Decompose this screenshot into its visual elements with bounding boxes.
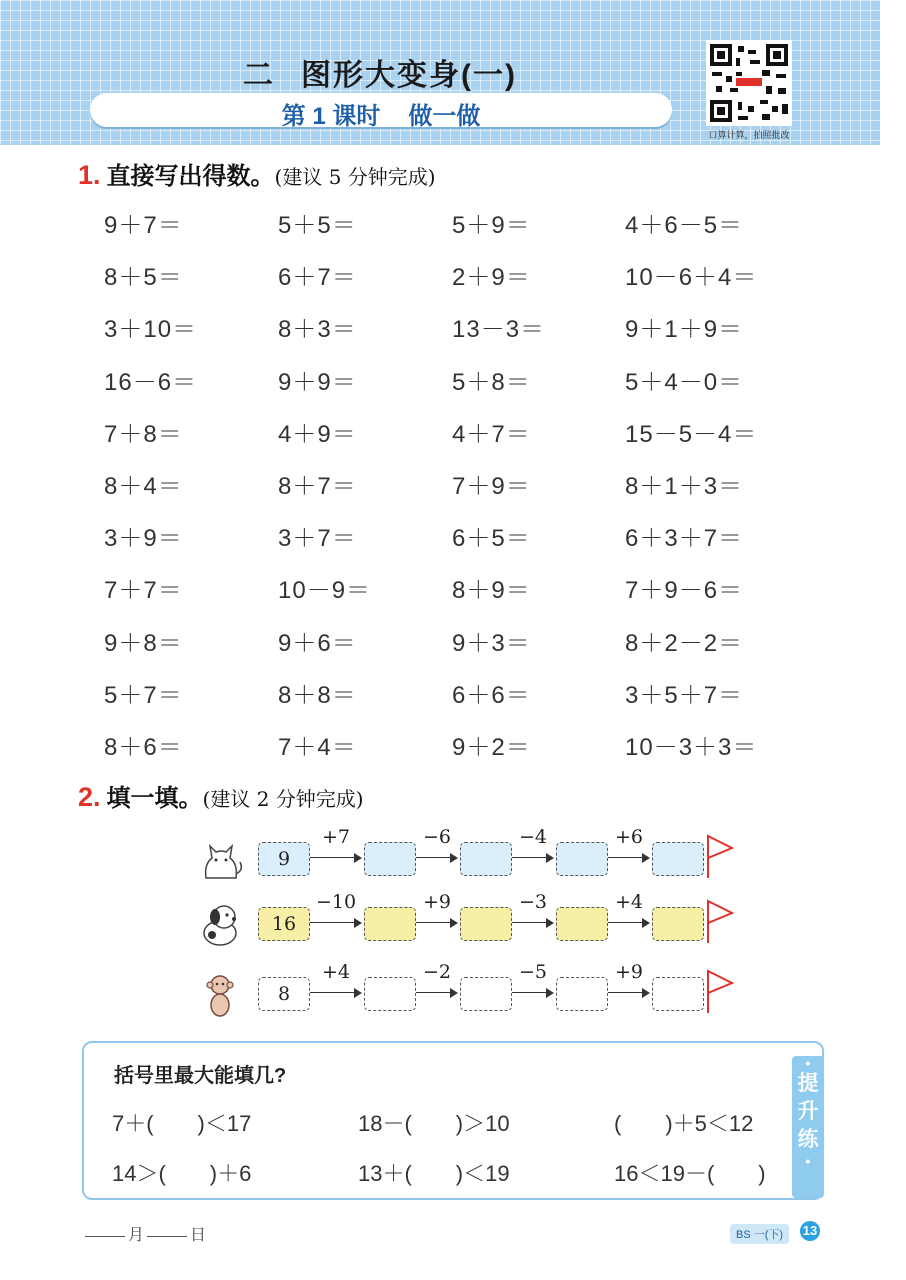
finish-flag-icon xyxy=(704,832,734,882)
unit-title xyxy=(0,50,760,94)
problem: 8＋6＝ xyxy=(104,734,183,761)
answer-box[interactable] xyxy=(556,977,608,1011)
problem: 4＋9＝ xyxy=(278,421,357,448)
problem: 3＋10＝ xyxy=(104,316,198,343)
qr-caption: 口算计算，拍照批改 xyxy=(708,130,790,140)
section1-hint: (建议 5 分钟完成) xyxy=(274,165,436,189)
problem: 8＋4＝ xyxy=(104,473,183,500)
answer-box[interactable] xyxy=(364,842,416,876)
problem: 10－6＋4＝ xyxy=(625,264,758,291)
tab-char-1: 提 xyxy=(797,1072,819,1095)
finish-flag-icon xyxy=(704,897,734,947)
problem: 9＋3＝ xyxy=(452,630,531,657)
inequality-item: 18－( )＞10 xyxy=(358,1111,510,1136)
unit-number: 二 xyxy=(243,59,275,92)
problem: 8＋9＝ xyxy=(452,577,531,604)
inequality-item: 14＞( )＋6 xyxy=(112,1161,252,1186)
problem: 7＋9＝ xyxy=(452,473,531,500)
section2-number: 2. xyxy=(78,782,101,812)
tab-char-3: 练 xyxy=(797,1128,819,1151)
problem: 6＋7＝ xyxy=(278,264,357,291)
section1-number: 1. xyxy=(78,160,101,190)
start-value-box: 16 xyxy=(258,907,310,941)
arrow-icon xyxy=(416,917,458,929)
operation-label: −3 xyxy=(518,891,547,913)
answer-box[interactable] xyxy=(460,907,512,941)
day-label: 日 xyxy=(190,1227,207,1244)
problem: 9＋7＝ xyxy=(104,212,183,239)
arrow-icon xyxy=(310,852,362,864)
problem: 9＋2＝ xyxy=(452,734,531,761)
problem: 10－9＝ xyxy=(278,577,372,604)
tab-char-2: 升 xyxy=(797,1100,819,1123)
start-value-box: 9 xyxy=(258,842,310,876)
problem: 3＋9＝ xyxy=(104,525,183,552)
arrow-icon xyxy=(310,917,362,929)
problem: 3＋5＋7＝ xyxy=(625,682,744,709)
operation-label: +6 xyxy=(614,826,643,848)
inequality-item: 16＜19－( ) xyxy=(614,1161,766,1186)
section2-hint: (建议 2 分钟完成) xyxy=(202,787,364,811)
problem: 4＋6－5＝ xyxy=(625,212,744,239)
problem: 3＋7＝ xyxy=(278,525,357,552)
book-code: BS 一(下) xyxy=(730,1224,789,1244)
section2-heading: 填一填。 xyxy=(106,785,203,812)
problem: 4＋7＝ xyxy=(452,421,531,448)
operation-label: +9 xyxy=(614,961,643,983)
arrow-icon xyxy=(608,987,650,999)
problem: 15－5－4＝ xyxy=(625,421,758,448)
problem: 2＋9＝ xyxy=(452,264,531,291)
problem: 6＋6＝ xyxy=(452,682,531,709)
page-number: 13 xyxy=(800,1221,820,1241)
problem: 8＋1＋3＝ xyxy=(625,473,744,500)
problem: 5＋8＝ xyxy=(452,369,531,396)
arrow-icon xyxy=(512,917,554,929)
problem: 8＋5＝ xyxy=(104,264,183,291)
lesson-banner xyxy=(90,93,672,130)
monkey-icon xyxy=(198,969,244,1019)
problem: 5＋7＝ xyxy=(104,682,183,709)
answer-box[interactable] xyxy=(364,977,416,1011)
lesson-label: 第 1 课时 xyxy=(281,103,381,130)
answer-box[interactable] xyxy=(460,842,512,876)
section1-heading: 直接写出得数。 xyxy=(106,163,275,190)
answer-box[interactable] xyxy=(652,907,704,941)
problem: 7＋7＝ xyxy=(104,577,183,604)
problem: 5＋4－0＝ xyxy=(625,369,744,396)
extension-question: 括号里最大能填几? xyxy=(114,1065,287,1087)
arrow-icon xyxy=(310,987,362,999)
answer-box[interactable] xyxy=(556,842,608,876)
problem: 8＋7＝ xyxy=(278,473,357,500)
problem: 7＋8＝ xyxy=(104,421,183,448)
dog-icon xyxy=(198,899,244,949)
problem: 9＋1＋9＝ xyxy=(625,316,744,343)
problem: 9＋9＝ xyxy=(278,369,357,396)
answer-box[interactable] xyxy=(652,842,704,876)
start-value-box: 8 xyxy=(258,977,310,1011)
qr-code-icon[interactable] xyxy=(706,40,792,126)
answer-box[interactable] xyxy=(652,977,704,1011)
problem: 7＋4＝ xyxy=(278,734,357,761)
arrow-icon xyxy=(608,917,650,929)
month-label: 月 xyxy=(128,1227,145,1244)
inequality-item: 7＋( )＜17 xyxy=(112,1111,252,1136)
operation-label: −10 xyxy=(315,891,357,913)
operation-label: +9 xyxy=(422,891,451,913)
arrow-icon xyxy=(512,852,554,864)
practice-tab: • 提 升 练 • xyxy=(792,1056,824,1198)
problem: 10－3＋3＝ xyxy=(625,734,758,761)
problem: 9＋8＝ xyxy=(104,630,183,657)
operation-label: +4 xyxy=(321,961,350,983)
operation-label: +4 xyxy=(614,891,643,913)
problem: 13－3＝ xyxy=(452,316,546,343)
problem: 8＋3＝ xyxy=(278,316,357,343)
problem: 7＋9－6＝ xyxy=(625,577,744,604)
inequality-item: ( )＋5＜12 xyxy=(614,1111,754,1136)
problem: 8＋8＝ xyxy=(278,682,357,709)
answer-box[interactable] xyxy=(460,977,512,1011)
problem: 6＋3＋7＝ xyxy=(625,525,744,552)
answer-box[interactable] xyxy=(556,907,608,941)
date-field xyxy=(82,1222,206,1245)
problem: 9＋6＝ xyxy=(278,630,357,657)
section1-title xyxy=(78,156,436,191)
arrow-icon xyxy=(512,987,554,999)
unit-title-text: 图形大变身(一) xyxy=(301,59,517,92)
cat-icon xyxy=(198,834,244,884)
lesson-title: 做一做 xyxy=(408,103,481,130)
operation-label: −5 xyxy=(518,961,547,983)
finish-flag-icon xyxy=(704,967,734,1017)
arrow-icon xyxy=(608,852,650,864)
operation-label: −6 xyxy=(422,826,451,848)
operation-label: −2 xyxy=(422,961,451,983)
section2-title xyxy=(78,778,364,813)
answer-box[interactable] xyxy=(364,907,416,941)
operation-label: −4 xyxy=(518,826,547,848)
arrow-icon xyxy=(416,987,458,999)
problem: 5＋9＝ xyxy=(452,212,531,239)
arrow-icon xyxy=(416,852,458,864)
problem: 6＋5＝ xyxy=(452,525,531,552)
problem: 5＋5＝ xyxy=(278,212,357,239)
operation-label: +7 xyxy=(321,826,350,848)
inequality-item: 13＋( )＜19 xyxy=(358,1161,510,1186)
problem: 8＋2－2＝ xyxy=(625,630,744,657)
problem: 16－6＝ xyxy=(104,369,198,396)
